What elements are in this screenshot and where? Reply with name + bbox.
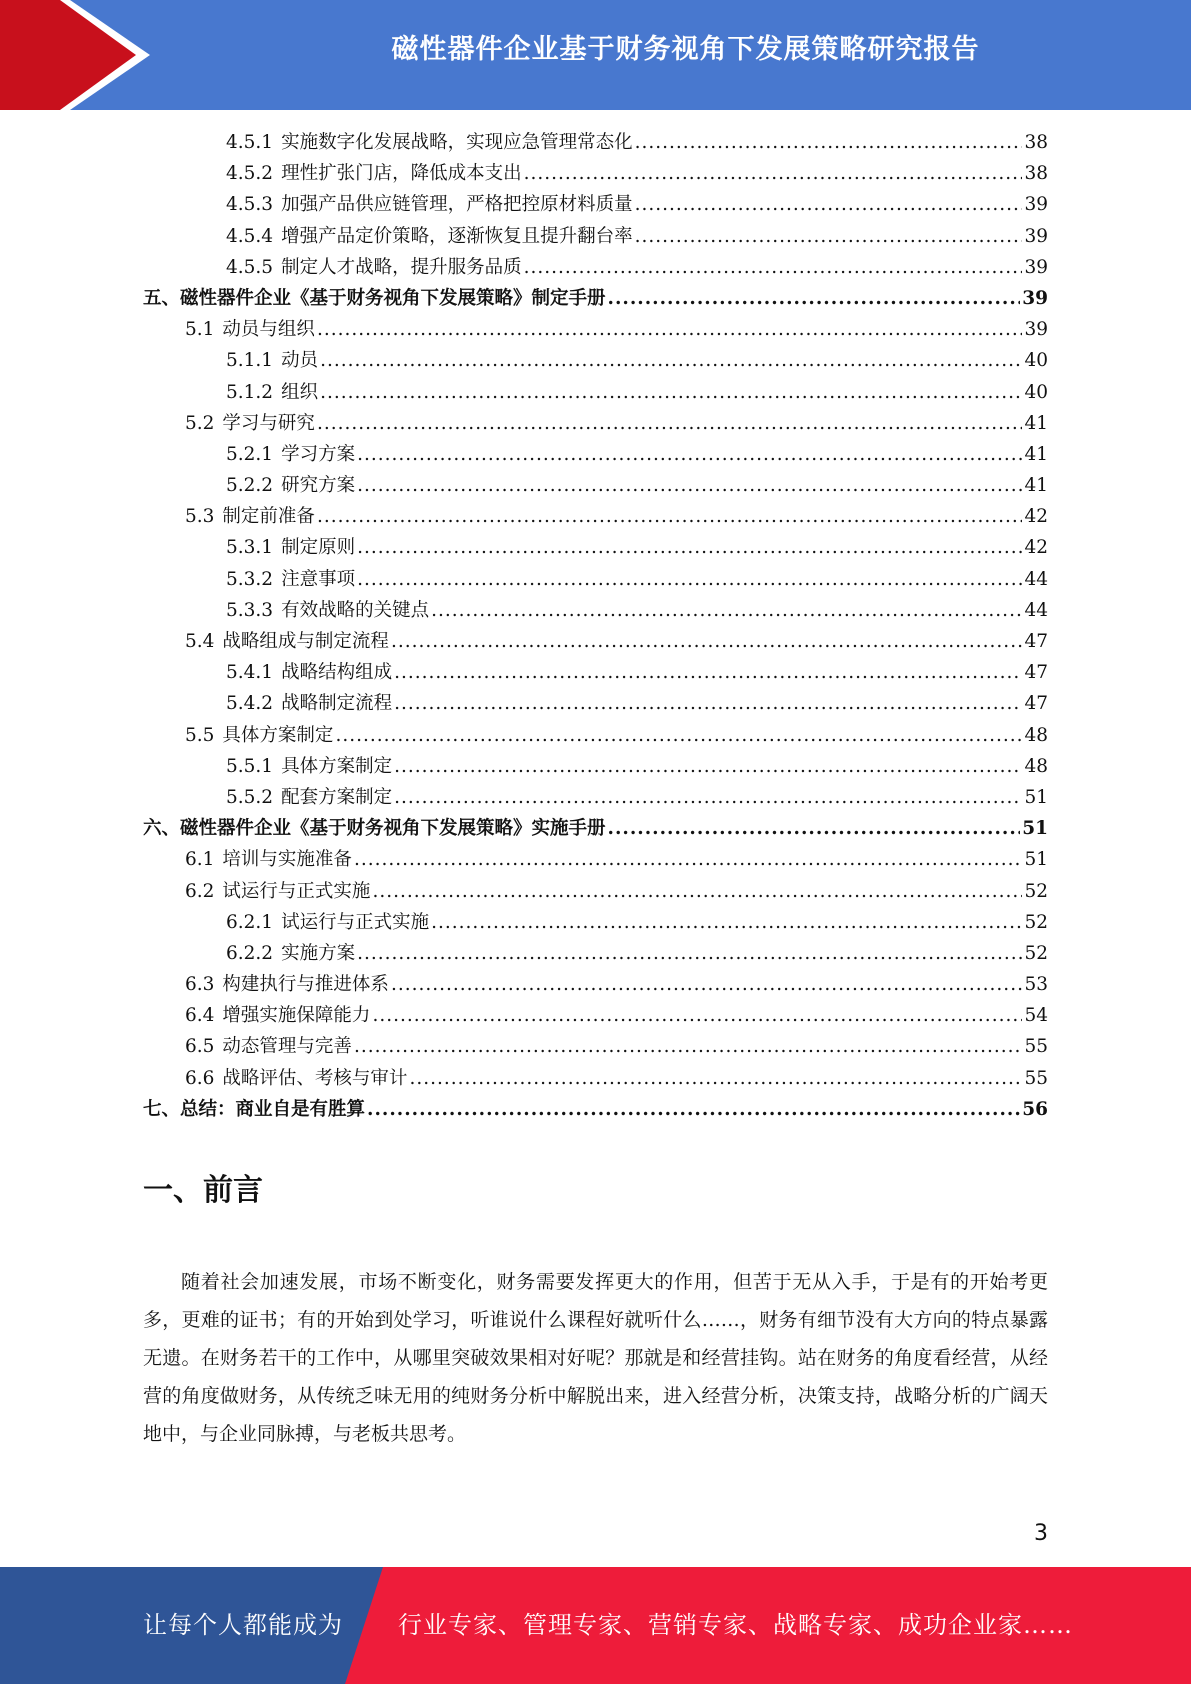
toc-entry-page: 41 [1024, 475, 1048, 497]
toc-entry[interactable] [143, 565, 1048, 596]
toc-entry-number: 6.6 [185, 1067, 215, 1089]
toc-entry-page: 54 [1024, 1005, 1048, 1027]
toc-entry-title: 有效战略的关键点 [281, 599, 430, 621]
toc-entry-title: 学习与研究 [222, 412, 315, 434]
toc-entry-number: 5.2 [185, 412, 215, 434]
toc-entry-title: 配套方案制定 [281, 786, 393, 808]
toc-dot-leader [431, 912, 1022, 933]
toc-entry-title: 加强产品供应链管理，严格把控原材料质量 [281, 194, 633, 216]
toc-entry-title: 总结：商业自是有胜算 [180, 1098, 366, 1120]
toc-entry-page: 38 [1024, 163, 1048, 185]
toc-entry-number: 6.2.1 [226, 911, 274, 933]
toc-entry-page: 47 [1024, 693, 1048, 715]
toc-entry-page: 44 [1024, 568, 1048, 590]
toc-entry-page: 51 [1024, 849, 1048, 871]
toc-entry-title: 实施数字化发展战略，实现应急管理常态化 [281, 132, 633, 153]
toc-dot-leader [367, 1099, 1020, 1120]
toc-entry-title: 组织 [281, 381, 319, 403]
toc-entry[interactable] [143, 721, 1048, 752]
toc-entry[interactable] [143, 939, 1048, 970]
body-paragraph: 随着社会加速发展，市场不断变化，财务需要发挥更大的作用，但苦于无从入手，于是有的开始考更多，更难的证书；有的开始到处学习，听谁说什么课程好就听什么……，财务有细节没有大方向的特点暴露无遗。在财务若干的工作中，从哪里突破效果相对好呢？那就是和经营挂钩。站在财务的角度看经营，从经营的角度做财务，从传统乏味无用的纯财务分析中解脱出来，进入经营分析，决策支持，战略分析的广阔天地中，与企业同脉搏，与老板共思考。 [143, 1271, 1048, 1445]
page-number: 3 [1034, 1521, 1048, 1546]
toc-entry-number: 4.5.5 [226, 256, 274, 278]
toc-entry-page: 52 [1024, 911, 1048, 933]
toc-entry[interactable] [143, 502, 1048, 533]
toc-entry-title: 理性扩张门店，降低成本支出 [281, 163, 522, 185]
toc-entry-title: 研究方案 [281, 475, 356, 497]
toc-entry-title: 试运行与正式实施 [281, 911, 430, 933]
section-heading: 一、前言 [143, 1173, 263, 1208]
toc-entry-page: 48 [1024, 755, 1048, 777]
toc-dot-leader [524, 257, 1023, 278]
toc-dot-leader [608, 818, 1021, 839]
toc-dot-leader [317, 413, 1023, 434]
toc-entry-page: 39 [1022, 287, 1048, 309]
toc-dot-leader [320, 350, 1022, 371]
toc-entry-page: 39 [1024, 194, 1048, 216]
toc-entry-title: 动员 [281, 350, 319, 372]
toc-dot-leader [357, 943, 1022, 964]
toc-entry-title: 实施方案 [281, 942, 356, 964]
toc-entry-page: 52 [1024, 942, 1048, 964]
toc-entry-page: 47 [1024, 631, 1048, 652]
toc-dot-leader [372, 881, 1022, 902]
toc-entry-title: 磁性器件企业《基于财务视角下发展策略》制定手册 [180, 287, 606, 309]
header-title: 磁性器件企业基于财务视角下发展策略研究报告 [391, 34, 980, 65]
toc-entry-number: 6.3 [185, 974, 215, 996]
toc-dot-leader [635, 226, 1023, 247]
toc-dot-leader [409, 1068, 1022, 1089]
toc-entry[interactable] [143, 1032, 1048, 1063]
toc-entry-number: 6.2.2 [226, 942, 274, 964]
toc-entry-page: 55 [1024, 1036, 1048, 1058]
toc-entry-title: 具体方案制定 [222, 724, 334, 746]
toc-entry-title: 增强产品定价策略，逐渐恢复且提升翻台率 [281, 225, 633, 247]
toc-dot-leader [357, 475, 1022, 496]
toc-dot-leader [524, 163, 1023, 184]
toc-entry-page: 42 [1024, 537, 1048, 559]
footer-slogan-left: 让每个人都能成为 [143, 1611, 343, 1639]
toc-entry[interactable] [143, 1001, 1048, 1032]
toc-entry[interactable] [143, 658, 1048, 689]
toc-entry-number: 六、 [143, 818, 181, 840]
toc-entry-number: 5.1.2 [226, 381, 274, 403]
toc-entry-title: 构建执行与推进体系 [222, 974, 389, 996]
toc-entry-number: 5.3.1 [226, 537, 274, 559]
toc-entry-page: 41 [1024, 412, 1048, 434]
toc-dot-leader [391, 974, 1023, 995]
toc-entry-page: 53 [1024, 974, 1048, 996]
toc-entry-page: 38 [1024, 132, 1048, 153]
toc-entry-title: 战略制定流程 [281, 693, 393, 715]
toc-entry[interactable] [143, 190, 1048, 221]
toc-entry-title: 磁性器件企业《基于财务视角下发展策略》实施手册 [180, 818, 606, 840]
toc-entry-number: 七、 [143, 1098, 181, 1120]
toc-dot-leader [357, 569, 1022, 590]
toc-entry-page: 39 [1024, 256, 1048, 278]
toc-entry-title: 制定前准备 [222, 506, 315, 528]
toc-entry-number: 5.3.3 [226, 599, 274, 621]
toc-entry-page: 39 [1024, 225, 1048, 247]
toc-entry[interactable] [143, 346, 1048, 377]
toc-entry[interactable] [143, 253, 1048, 284]
toc-entry-number: 6.5 [185, 1036, 215, 1058]
toc-entry-page: 51 [1024, 786, 1048, 808]
toc-entry-title: 试运行与正式实施 [222, 880, 371, 902]
toc-dot-leader [335, 725, 1022, 746]
toc-entry-page: 52 [1024, 880, 1048, 902]
toc-dot-leader [372, 1005, 1022, 1026]
toc-dot-leader [608, 288, 1021, 309]
toc-entry-title: 制定原则 [281, 537, 356, 559]
toc-entry[interactable] [143, 689, 1048, 720]
toc-dot-leader [635, 132, 1023, 153]
toc-dot-leader [394, 662, 1022, 683]
toc-entry-number: 4.5.4 [226, 225, 274, 247]
toc-dot-leader [317, 319, 1023, 340]
toc-dot-leader [635, 194, 1023, 215]
toc-entry[interactable] [143, 533, 1048, 564]
toc-entry-number: 4.5.3 [226, 194, 274, 216]
toc-entry-page: 42 [1024, 506, 1048, 528]
toc-entry-number: 5.2.2 [226, 475, 274, 497]
toc-entry-page: 44 [1024, 599, 1048, 621]
toc-entry[interactable] [143, 596, 1048, 627]
toc-entry[interactable] [143, 284, 1048, 315]
toc-entry[interactable] [143, 877, 1048, 908]
toc-entry-number: 5.4.1 [226, 662, 274, 684]
toc-entry[interactable] [143, 908, 1048, 939]
toc-entry-title: 战略结构组成 [281, 662, 393, 684]
toc-entry-number: 5.1.1 [226, 350, 274, 372]
toc-entry-title: 具体方案制定 [281, 755, 393, 777]
toc-entry-title: 动态管理与完善 [222, 1036, 352, 1058]
toc-entry-number: 5.5.2 [226, 786, 274, 808]
toc-entry-title: 制定人才战略，提升服务品质 [281, 256, 522, 278]
toc-entry-number: 5.5.1 [226, 755, 274, 777]
toc-dot-leader [357, 537, 1022, 558]
toc-entry-title: 动员与组织 [222, 319, 315, 341]
toc-dot-leader [354, 1036, 1023, 1057]
toc-entry-title: 增强实施保障能力 [222, 1005, 371, 1027]
toc-entry-page: 39 [1024, 319, 1048, 341]
toc-dot-leader [394, 693, 1022, 714]
toc-entry-number: 4.5.2 [226, 163, 274, 185]
toc-entry-number: 5.3.2 [226, 568, 274, 590]
toc-entry-number: 6.2 [185, 880, 215, 902]
toc-entry-title: 培训与实施准备 [222, 849, 352, 871]
toc-entry-page: 40 [1024, 350, 1048, 372]
toc-entry[interactable] [143, 970, 1048, 1001]
page-footer [0, 1567, 1191, 1684]
toc-dot-leader [357, 444, 1022, 465]
toc-entry[interactable] [143, 440, 1048, 471]
toc-entry-number: 4.5.1 [226, 132, 274, 153]
toc-entry[interactable] [143, 378, 1048, 409]
toc-entry-number: 5.4 [185, 631, 215, 652]
toc-entry-number: 6.4 [185, 1005, 215, 1027]
toc-entry-number: 5.2.1 [226, 443, 274, 465]
table-of-contents [143, 128, 1048, 1126]
toc-entry-number: 5.3 [185, 506, 215, 528]
toc-entry[interactable] [143, 409, 1048, 440]
toc-dot-leader [317, 506, 1023, 527]
toc-entry-title: 战略评估、考核与审计 [222, 1067, 408, 1089]
toc-dot-leader [391, 631, 1023, 652]
toc-entry-page: 55 [1024, 1067, 1048, 1089]
toc-entry-page: 41 [1024, 443, 1048, 465]
footer-slogan-right: 行业专家、管理专家、营销专家、战略专家、成功企业家…… [398, 1611, 1073, 1639]
toc-entry-title: 战略组成与制定流程 [222, 631, 389, 652]
toc-dot-leader [394, 756, 1022, 777]
toc-entry[interactable] [143, 128, 1048, 159]
toc-entry-number: 五、 [143, 287, 181, 309]
toc-dot-leader [394, 787, 1022, 808]
toc-entry[interactable] [143, 471, 1048, 502]
toc-entry-page: 40 [1024, 381, 1048, 403]
toc-entry[interactable] [143, 627, 1048, 658]
toc-entry-page: 47 [1024, 662, 1048, 684]
toc-entry-title: 注意事项 [281, 568, 356, 590]
toc-entry-page: 48 [1024, 724, 1048, 746]
toc-entry[interactable] [143, 159, 1048, 190]
toc-dot-leader [431, 600, 1022, 621]
toc-entry[interactable] [143, 1064, 1048, 1095]
page-header [0, 0, 1191, 110]
toc-dot-leader [320, 382, 1022, 403]
toc-entry[interactable] [143, 315, 1048, 346]
toc-entry-title: 学习方案 [281, 443, 356, 465]
toc-entry-number: 5.1 [185, 319, 215, 341]
toc-entry-number: 5.4.2 [226, 693, 274, 715]
toc-entry[interactable] [143, 814, 1048, 845]
toc-entry[interactable] [143, 222, 1048, 253]
toc-entry[interactable] [143, 752, 1048, 783]
toc-dot-leader [354, 849, 1023, 870]
toc-entry-page: 56 [1022, 1098, 1048, 1120]
toc-entry-number: 6.1 [185, 849, 215, 871]
toc-entry-number: 5.5 [185, 724, 215, 746]
toc-entry-page: 51 [1022, 818, 1048, 840]
toc-entry[interactable] [143, 783, 1048, 814]
toc-entry[interactable] [143, 1095, 1048, 1126]
toc-entry[interactable] [143, 845, 1048, 876]
